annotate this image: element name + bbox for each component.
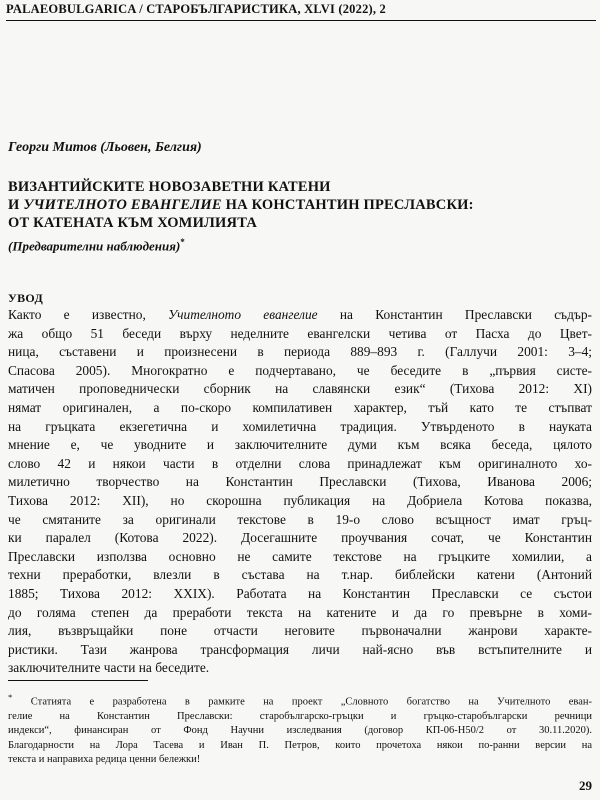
body-line: до голяма степен да преработи текста на катените и да го превърне в хоми-	[8, 604, 592, 620]
body-line: ки паралел (Котова 2022). Досегашните проучвания сочат, че Константин	[8, 530, 592, 546]
header-rule	[6, 20, 596, 21]
running-header: PALAEOBULGARICA / СТАРОБЪЛГАРИСТИКА, XLVI (2022), 2	[6, 2, 386, 16]
body-line-1-post: на Константин Преславски съдър-	[317, 307, 592, 322]
article-title	[8, 178, 594, 232]
footnote-reference[interactable]: *	[180, 237, 185, 247]
body-line: мнение е, че уводните и заключителните думи към всяка беседа, цялото	[8, 437, 592, 453]
footnote-line	[8, 690, 592, 710]
title-line-2-post: НА КОНСТАНТИН ПРЕСЛАВСКИ:	[221, 197, 474, 213]
body-line: милетично творчество на Константин Преславски (Тихова, Иванова 2006;	[8, 474, 592, 490]
footnote	[8, 690, 592, 768]
subtitle-text: (Предварителни наблюдения)	[8, 238, 181, 254]
title-line-2-pre: И	[8, 197, 24, 213]
body-line: Преславски използва основно не самите текстове на гръцките хомилии, а	[8, 548, 592, 564]
body-line: заключителните части на беседите.	[8, 660, 210, 676]
body-line: матичен проповеднически сборник на славянски език“ (Тихова 2012: XI)	[8, 381, 592, 397]
body-line: 1885; Тихова 2012: XXIX). Работата на Константин Преславски се състои	[8, 585, 592, 601]
body-line: нямат оригинален, а по-скоро компилативен характер, тъй като те стъпват	[8, 399, 592, 415]
body-line: техни преработки, влезли в състава на т.нар. библейски катени (Антоний	[8, 567, 592, 583]
body-line: ница, съставени и произнесени в периода 889–893 г. (Галлучи 2001: 3–4;	[8, 344, 592, 360]
footnote-mark: *	[8, 692, 13, 702]
body-line	[8, 306, 592, 325]
footnote-line: гелие на Константин Преславски: старобългарско-гръцки и гръцко-старобългарски речници	[8, 710, 592, 722]
title-line-1: ВИЗАНТИЙСКИТЕ НОВОЗАВЕТНИ КАТЕНИ	[8, 179, 331, 195]
body-line: Спасова 2005). Многократно е подчертавано, че беседите в „първия систе-	[8, 362, 592, 378]
body-line: ристики. Тази жанрова трансформация личи най-ясно във встъпителните и	[8, 641, 592, 657]
article-subtitle	[8, 237, 185, 254]
footnote-line: текста и направиха редица ценни бележки!	[8, 754, 201, 766]
body-line-1-italic: Учителното евангелие	[168, 307, 318, 322]
page-number: 29	[579, 778, 592, 793]
title-line-3: ОТ КАТЕНАТА КЪМ ХОМИЛИЯТА	[8, 215, 258, 231]
footnote-line: индекси“, финансиран от Фонд Научни изследвания (договор КП-06-Н50/2 от 30.11.2020).	[8, 725, 592, 737]
body-line: жа общо 51 беседи върху неделните евангелски четива от Пасха до Цвет-	[8, 325, 592, 341]
body-line: Тихова 2012: XII), но скорошна публикация на Добриела Котова показва,	[8, 492, 592, 508]
author-name: Георги Митов (Льовен, Белгия)	[8, 140, 202, 155]
body-line-1-pre: Както е известно,	[8, 307, 169, 322]
footnote-line: Благодарности на Лора Тасева и Иван П. Петров, които прочетоха някои по-ранни версии на	[8, 739, 592, 751]
body-paragraph	[8, 306, 592, 678]
body-line: на гръцката екзегетична и хомилетична традиция. Утвърденото в науката	[8, 418, 592, 434]
title-line-2	[8, 196, 594, 214]
body-line: лия, възвръщайки поне отчасти неговите първоначални жанрови характе-	[8, 623, 592, 639]
section-heading: УВОД	[8, 291, 44, 305]
body-line: слово 42 и някои части в отделни слова принадлежат към оригиналното хо-	[8, 455, 592, 471]
title-line-2-italic: УЧИТЕЛНОТО ЕВАНГЕЛИЕ	[23, 197, 222, 213]
footnote-line-1-text: Статията е разработена в рамките на проект „Словното богатство на Учителното еван-	[12, 696, 592, 708]
footnote-divider	[8, 680, 148, 681]
body-line: че смятаните за оригинали текстове в 19-о слово всъщност имат гръц-	[8, 511, 592, 527]
